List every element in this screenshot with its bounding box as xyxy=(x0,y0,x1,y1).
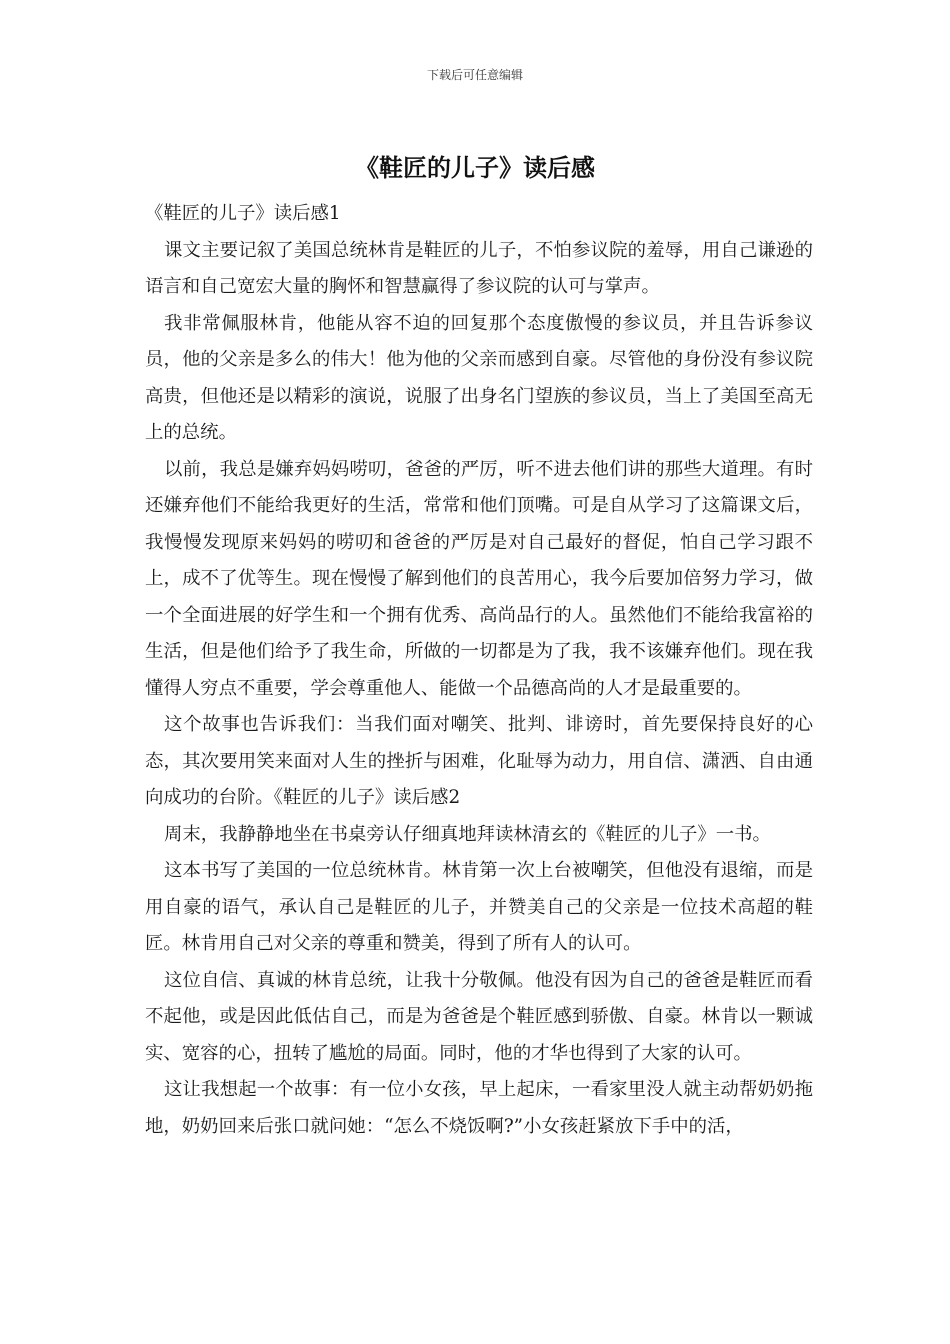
paragraph: 这个故事也告诉我们：当我们面对嘲笑、批判、诽谤时，首先要保持良好的心态，其次要用笑来面对人生的挫折与困难，化耻辱为动力，用自信、潇洒、自由通向成功的台阶。《鞋匠的儿子》读后感2 xyxy=(145,714,813,808)
paragraph: 课文主要记叙了美国总统林肯是鞋匠的儿子，不怕参议院的羞辱，用自己谦逊的语言和自己宽宏大量的胸怀和智慧赢得了参议院的认可与掌声。 xyxy=(145,239,813,297)
header-note: 下载后可任意编辑 xyxy=(426,68,523,82)
paragraph: 我非常佩服林肯，他能从容不迫的回复那个态度傲慢的参议员，并且告诉参议员，他的父亲是多么的伟大！他为他的父亲而感到自豪。尽管他的身份没有参议院高贵，但他还是以精彩的演说，说服了出身名门望族的参议员，当上了美国至高无上的总统。 xyxy=(145,312,813,443)
paragraph: 这让我想起一个故事：有一位小女孩，早上起床，一看家里没人就主动帮奶奶拖地，奶奶回来后张口就问她：“怎么不烧饭啊?”小女孩赶紧放下手中的活， xyxy=(145,1079,813,1137)
section-heading-1: 《鞋匠的儿子》读后感1 xyxy=(145,203,341,224)
paragraph: 这位自信、真诚的林肯总统，让我十分敬佩。他没有因为自己的爸爸是鞋匠而看不起他，或是因此低估自己，而是为爸爸是个鞋匠感到骄傲、自豪。林肯以一颗诚实、宽容的心，扭转了尴尬的局面。同时，他的才华也得到了大家的认可。 xyxy=(145,969,813,1064)
document-body xyxy=(145,196,813,1145)
document-title: 《鞋匠的儿子》读后感 xyxy=(355,154,595,182)
paragraph: 这本书写了美国的一位总统林肯。林肯第一次上台被嘲笑，但他没有退缩，而是用自豪的语气，承认自己是鞋匠的儿子，并赞美自己的父亲是一位技术高超的鞋匠。林肯用自己对父亲的尊重和赞美，得到了所有人的认可。 xyxy=(145,860,813,954)
paragraph: 以前，我总是嫌弃妈妈唠叨，爸爸的严厉，听不进去他们讲的那些大道理。有时还嫌弃他们不能给我更好的生活，常常和他们顶嘴。可是自从学习了这篇课文后，我慢慢发现原来妈妈的唠叨和爸爸的严厉是对自己最好的督促，怕自己学习跟不上，成不了优等生。现在慢慢了解到他们的良苦用心，我今后要加倍努力学习，做一个全面进展的好学生和一个拥有优秀、高尚品行的人。虽然他们不能给我富裕的生活，但是他们给予了我生命，所做的一切都是为了我，我不该嫌弃他们。现在我懂得人穷点不重要，学会尊重他人、能做一个品德高尚的人才是最重要的。 xyxy=(145,458,813,699)
paragraph: 周末，我静静地坐在书桌旁认仔细真地拜读林清玄的《鞋匠的儿子》一书。 xyxy=(164,823,771,845)
